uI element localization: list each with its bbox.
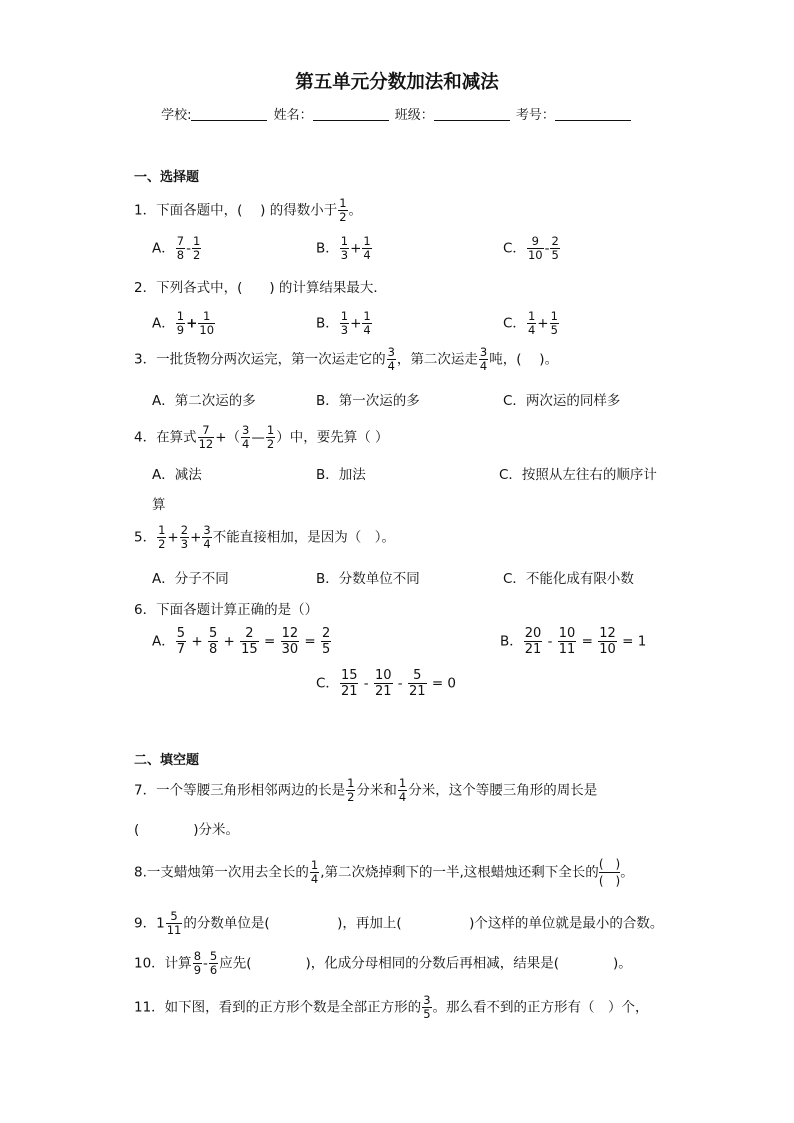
fraction (398, 777, 407, 804)
denominator: 5 (551, 248, 559, 262)
denominator: 8 (208, 642, 218, 657)
numerator: 5 (209, 949, 218, 963)
fraction (321, 626, 331, 657)
numerator: 3 (479, 345, 488, 359)
q3-option-b[interactable]: B．第一次运的多 (316, 393, 420, 409)
name-blank[interactable] (313, 107, 389, 121)
question-2: 2．下列各式中，( ) 的计算结果最大． (134, 280, 387, 296)
numerator: 1 (203, 309, 211, 323)
numerator: 3 (242, 423, 250, 437)
numerator: 1 (339, 196, 347, 210)
numerator: 1 (527, 309, 536, 323)
numerator: 2 (322, 626, 331, 641)
question-11: 11．如下图，看到的正方形个数是全部正方形的 $\frac{3}{5}$ 。那么看不到的正方形有（ ）个， (134, 993, 649, 1021)
denominator: 8 (176, 248, 185, 262)
numerator: 5 (170, 909, 178, 923)
numerator: 5 (208, 626, 218, 641)
fraction (281, 626, 300, 657)
numerator: 1 (266, 423, 275, 437)
q2-option-b[interactable]: B． $\frac{1}{3}$ + $\frac{1}{4}$ (316, 309, 371, 337)
denominator: 12 (198, 437, 214, 451)
student-info-line (0, 104, 794, 123)
section-choice-heading: 一、选择题 (134, 170, 200, 185)
denominator: 3 (340, 248, 349, 262)
numerator: 1 (550, 309, 558, 323)
fraction (209, 950, 218, 977)
school-blank[interactable] (191, 107, 267, 121)
numerator: 1 (340, 234, 349, 248)
numerator: 1 (158, 523, 166, 537)
q4-option-c[interactable]: C．按照从左往右的顺序计 (499, 467, 657, 483)
fraction (550, 235, 559, 262)
denominator: 2 (192, 248, 201, 262)
denominator: 10 (599, 642, 616, 657)
numerator: 10 (374, 668, 392, 683)
numerator: 1 (176, 309, 185, 323)
denominator: 5 (423, 1007, 431, 1021)
denominator: 2 (266, 437, 275, 451)
fraction (387, 346, 396, 373)
denominator: 4 (398, 790, 407, 804)
denominator: 2 (158, 537, 166, 551)
section-fill-heading: 二、填空题 (134, 753, 200, 768)
q4-option-c-continued: 算 (152, 497, 166, 513)
q4-option-a[interactable]: A．减法 (152, 467, 202, 483)
q2-option-c[interactable]: C． $\frac{1}{4}$ + $\frac{1}{5}$ (503, 309, 558, 337)
q4-option-b[interactable]: B．加法 (316, 467, 366, 483)
denominator: 9 (176, 323, 185, 337)
numerator: 2 (180, 523, 189, 537)
fraction (266, 424, 275, 451)
denominator: 2 (347, 790, 355, 804)
numerator: 12 (599, 626, 616, 641)
denominator: 30 (281, 642, 299, 657)
denominator: 3 (340, 323, 349, 337)
q6-option-c[interactable]: C． $\frac{15}{21}$ - $\frac{10}{21}$ - $\frac{5}{21}$ = 0 (316, 668, 457, 699)
numerator: 7 (176, 234, 185, 248)
denominator: 7 (176, 642, 186, 657)
fraction (550, 310, 559, 337)
question-4: 4．在算式 $\frac{7}{12}$ +（ $\frac{3}{4}$ — $\frac{1}{2}$ ）中，要先算（ ） (134, 423, 389, 451)
question-7-answer-line[interactable]: ( )分米。 (134, 822, 240, 838)
denominator: 21 (340, 684, 358, 699)
fraction (192, 235, 201, 262)
fraction (479, 346, 488, 373)
numerator: 12 (281, 626, 299, 641)
fraction (180, 524, 189, 551)
exam-number-blank[interactable] (555, 107, 631, 121)
fraction (422, 994, 431, 1021)
answer-fraction-blank[interactable]: ( ) ( ) (598, 857, 621, 888)
denominator: 4 (363, 323, 371, 337)
numerator: 1 (363, 234, 371, 248)
fraction (176, 235, 185, 262)
numerator: 8 (193, 949, 202, 963)
fraction (527, 310, 536, 337)
class-label: 班级： (394, 108, 434, 123)
fraction (240, 626, 259, 657)
denominator: 4 (363, 248, 371, 262)
fraction (198, 310, 215, 337)
fraction (362, 310, 371, 337)
question-3: 3．一批货物分两次运完，第一次运走它的 $\frac{3}{4}$ ，第二次运走 $\frac{3}{4}$ 吨，( )。 (134, 345, 559, 373)
denominator: 21 (374, 684, 392, 699)
numerator: 1 (347, 776, 355, 790)
denominator: 21 (408, 684, 426, 699)
name-label: 姓名： (273, 108, 313, 123)
fraction (310, 859, 319, 886)
numerator: 3 (203, 523, 211, 537)
denominator: 4 (387, 359, 395, 373)
fraction (340, 235, 349, 262)
denominator: 4 (527, 323, 536, 337)
numerator: 2 (245, 626, 254, 641)
question-7: 7．一个等腰三角形相邻两边的长是 $\frac{1}{2}$ 分米和 $\frac{1}{4}$ 分米，这个等腰三角形的周长是 (134, 776, 598, 804)
fraction (524, 626, 543, 657)
fraction (338, 197, 347, 224)
question-1: 1．下面各题中，( ) 的得数小于 $\frac{1}{2}$ 。 (134, 196, 363, 224)
numerator: 3 (387, 345, 395, 359)
denominator: 4 (242, 437, 250, 451)
numerator: 3 (423, 993, 431, 1007)
numerator: 1 (192, 234, 201, 248)
numerator: 5 (176, 626, 186, 641)
question-6: 6．下面各题计算正确的是（） (134, 602, 319, 618)
question-5: 5． $\frac{1}{2}$ + $\frac{2}{3}$ + $\frac{3}{4}$ 不能直接相加，是因为（ ）。 (134, 523, 395, 551)
denominator: 5 (550, 323, 558, 337)
page-title: 第五单元分数加法和减法 (295, 72, 499, 93)
fraction (208, 626, 218, 657)
numerator: 2 (551, 234, 559, 248)
numerator: 5 (413, 668, 422, 683)
fraction (527, 235, 544, 262)
fraction (176, 310, 185, 337)
numerator: 1 (340, 309, 349, 323)
denominator: 15 (241, 642, 258, 657)
denominator: 21 (524, 642, 542, 657)
q5-option-c[interactable]: C．不能化成有限小数 (503, 571, 634, 587)
denominator: 10 (199, 323, 215, 337)
q6-option-a[interactable]: A． $\frac{5}{7}$ + $\frac{5}{8}$ + $\frac{2}{15}$ = $\frac{12}{30}$ = $\frac{2}{5}$ (152, 626, 331, 657)
numerator: 15 (340, 668, 358, 683)
fraction (558, 626, 577, 657)
numerator: 20 (524, 626, 542, 641)
question-9: 9．1 $\frac{5}{11}$ 的分数单位是( )，再加上( )个这样的单位就是最小的合数。 (134, 909, 664, 937)
q2-option-a[interactable]: A． $\frac{1}{9}$ + $\frac{1}{10}$ (152, 309, 215, 337)
numerator: 7 (202, 423, 210, 437)
numerator: 9 (531, 234, 539, 248)
fraction (362, 235, 371, 262)
question-8: 8.一支蜡烛第一次用去全长的 $\frac{1}{4}$ ,第二次烧掉剩下的一半,这根蜡烛还剩下全长的 ( ) ( ) 。 (134, 857, 634, 888)
denominator: 4 (203, 537, 211, 551)
fraction (340, 668, 359, 699)
q5-option-a[interactable]: A．分子不同 (152, 571, 229, 587)
fraction (408, 668, 427, 699)
denominator: 10 (527, 248, 543, 262)
denominator: 11 (166, 923, 182, 937)
fraction (198, 424, 215, 451)
fraction (598, 626, 617, 657)
fraction (176, 626, 186, 657)
fraction (374, 668, 393, 699)
denominator: 2 (339, 210, 347, 224)
q1-option-b[interactable]: B． $\frac{1}{3}$ + $\frac{1}{4}$ (316, 234, 371, 262)
fraction (346, 777, 355, 804)
denominator: 3 (180, 537, 189, 551)
q1-option-c[interactable]: C． $\frac{9}{10}$ - $\frac{2}{5}$ (503, 234, 559, 262)
numerator: 1 (398, 776, 407, 790)
denominator: 4 (479, 359, 488, 373)
numerator: 1 (310, 858, 319, 872)
q3-option-a[interactable]: A．第二次运的多 (152, 393, 256, 409)
fraction (193, 950, 202, 977)
denominator: 5 (322, 642, 331, 657)
school-label: 学校: (161, 108, 192, 123)
numerator: 10 (558, 626, 576, 641)
question-10: 10．计算 $\frac{8}{9}$ - $\frac{5}{6}$ 应先( )，化成分母相同的分数后再相减，结果是( )。 (134, 949, 632, 977)
q6-option-b[interactable]: B． $\frac{20}{21}$ - $\frac{10}{11}$ = $\frac{12}{10}$ = 1 (500, 626, 647, 657)
q1-option-a[interactable]: A． $\frac{7}{8}$ - $\frac{1}{2}$ (152, 234, 201, 262)
fraction (340, 310, 349, 337)
denominator: 11 (558, 642, 576, 657)
fraction (202, 524, 211, 551)
denominator: 6 (209, 963, 218, 977)
denominator: 4 (310, 872, 319, 886)
fraction (241, 424, 250, 451)
fraction (157, 524, 166, 551)
q3-option-c[interactable]: C．两次运的同样多 (503, 393, 621, 409)
class-blank[interactable] (434, 107, 510, 121)
denominator: 9 (193, 963, 202, 977)
exam-number-label: 考号： (515, 108, 555, 123)
numerator: 1 (363, 309, 371, 323)
fraction (166, 910, 183, 937)
q5-option-b[interactable]: B．分数单位不同 (316, 571, 420, 587)
